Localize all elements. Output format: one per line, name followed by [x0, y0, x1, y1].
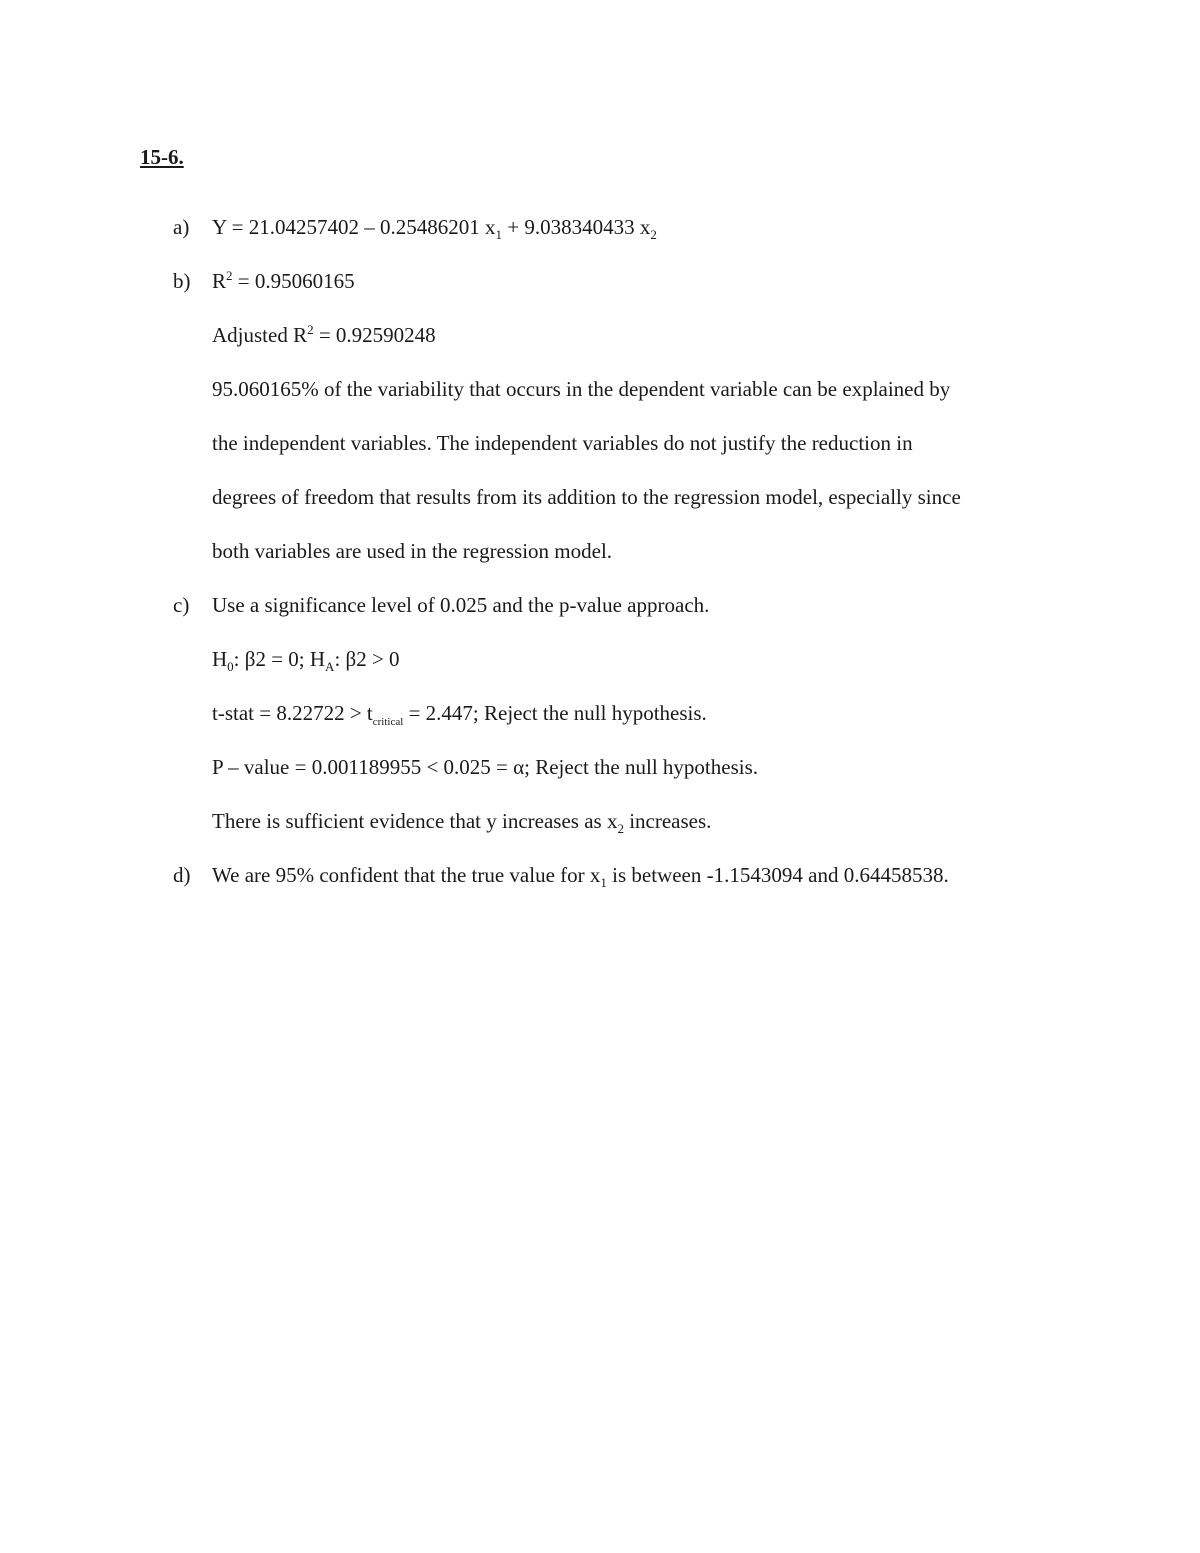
- subscript: critical: [372, 716, 404, 729]
- text-part: We are 95% confident that the true value for x: [212, 863, 601, 887]
- regression-equation: [212, 213, 657, 241]
- text-part: is between -1.1543094 and 0.64458538.: [606, 863, 949, 887]
- text-part: = 0.95060165: [232, 269, 355, 293]
- adjusted-r-squared-line: [212, 321, 436, 349]
- explanation-line-1: 95.060165% of the variability that occurs in the dependent variable can be explained by: [212, 377, 951, 401]
- item-marker-b: b): [173, 269, 191, 293]
- text-part: H: [212, 647, 228, 671]
- confidence-interval-line: [212, 861, 949, 889]
- text-part: : β2 > 0: [334, 647, 400, 671]
- p-value-line: P – value = 0.001189955 < 0.025 = α; Reject the null hypothesis.: [212, 755, 759, 779]
- item-marker-d: d): [173, 863, 191, 887]
- text-part: t-stat = 8.22722 > t: [212, 701, 373, 725]
- text-part: : β2 = 0; H: [233, 647, 326, 671]
- text-part: increases.: [623, 809, 712, 833]
- equation-part: Y = 21.04257402 – 0.25486201 x: [212, 215, 496, 239]
- explanation-line-4: both variables are used in the regression model.: [212, 539, 613, 563]
- subscript: 2: [650, 227, 657, 243]
- equation-part: + 9.038340433 x: [501, 215, 651, 239]
- superscript: 2: [226, 268, 233, 283]
- t-stat-line: [212, 699, 707, 727]
- explanation-line-3: degrees of freedom that results from its addition to the regression model, especially since: [212, 485, 961, 509]
- text-part: = 0.92590248: [313, 323, 436, 347]
- item-marker-c: c): [173, 593, 190, 617]
- text-part: R: [212, 269, 227, 293]
- explanation-line-2: the independent variables. The independent variables do not justify the reduction in: [212, 431, 913, 455]
- subscript: A: [325, 659, 335, 675]
- significance-line: Use a significance level of 0.025 and the p-value approach.: [212, 593, 710, 617]
- r-squared-line: [212, 267, 355, 295]
- text-part: There is sufficient evidence that y increases as x: [212, 809, 618, 833]
- subscript: 0: [227, 659, 234, 675]
- text-part: = 2.447; Reject the null hypothesis.: [403, 701, 707, 725]
- subscript: 2: [617, 821, 624, 837]
- item-marker-a: a): [173, 215, 190, 239]
- subscript: 1: [600, 875, 607, 891]
- conclusion-line: [212, 807, 711, 835]
- subscript: 1: [495, 227, 502, 243]
- hypotheses-line: [212, 645, 400, 673]
- problem-heading: 15-6.: [140, 145, 184, 169]
- superscript: 2: [307, 322, 314, 337]
- text-part: Adjusted R: [212, 323, 308, 347]
